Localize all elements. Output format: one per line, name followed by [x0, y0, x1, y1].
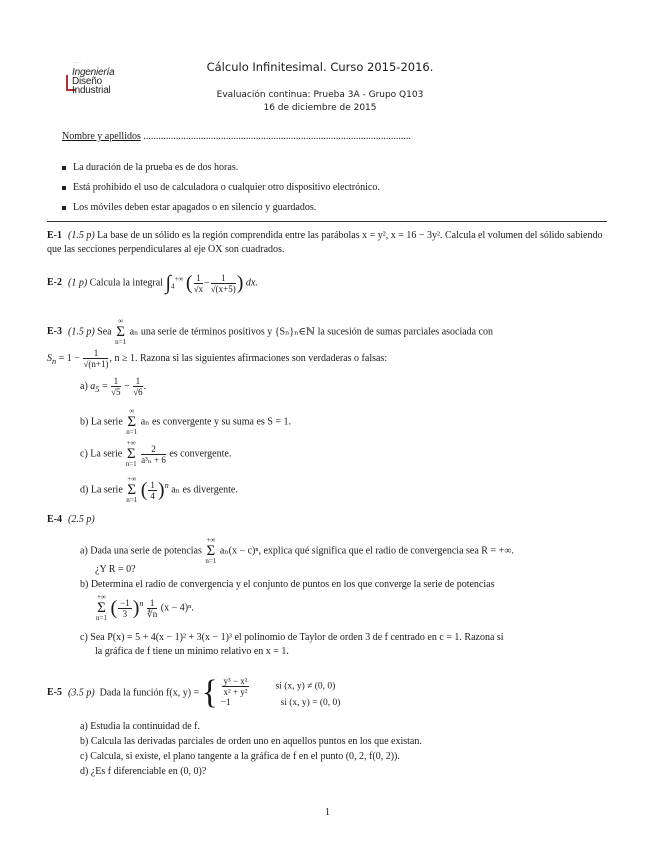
- exercise-4-item-b-2: +∞ Σ n=1 ( $\frac{-1}{3}$ )$^n$ $\frac{1}{∜n}$ (x − 4)ⁿ.: [96, 593, 194, 622]
- exercise-5: E-5 (3.5 p) Dada la función f(x, y) = { $\frac{\text{y³ − x²}}{\text{x² + y²}}$ si (x, y) ≠ (0, 0) −1 si (x, y) = (0, 0): [47, 674, 341, 711]
- exercise-1-text: La base de un sólido es la región comprendida entre las parábolas x = y², x = 16 − 3y². Calcula el volumen del sólido sabiendo que las secciones perpendiculares al eje OX son cuadrados.: [47, 230, 603, 255]
- exercise-3-line2: $S_n = 1$ − $\frac{1}{√(n+1)}$ , n ≥ 1. Razona si las siguientes afirmaciones son verdaderas o falsas:: [47, 348, 388, 369]
- instruction-item: Está prohibido el uso de calculadora o cualquier otro dispositivo electrónico.: [62, 182, 380, 193]
- exercise-3-item-b: b) La serie ∞ Σ n=1 aₙ es convergente y su suma es S = 1.: [80, 407, 292, 436]
- brace-icon: {: [201, 674, 218, 711]
- exercise-4-item-c: c) Sea P(x) = 5 + 4(x − 1)² + 3(x − 1)³ el polinomio de Taylor de orden 3 de f centrado en c = 1. Razona si: [80, 632, 504, 643]
- instruction-item: Los móviles deben estar apagados o en silencio y guardados.: [62, 202, 316, 213]
- school-logo: [62, 58, 124, 98]
- exercise-1: E-1 (1.5 p) La base de un sólido es la región comprendida entre las parábolas x = y², x = 16 − 3y². Calcula el volumen del sólido sabiendo que las secciones perpendiculares al eje OX son cuadrados.: [47, 230, 603, 255]
- exercise-4-item-a: a) Dada una serie de potencias +∞ Σ n=1 aₙ(x − c)ⁿ, explica qué significa que el radio de convergencia sea R = +∞.: [80, 536, 514, 565]
- divider: [47, 221, 607, 222]
- exam-title: Cálculo Infinitesimal. Curso 2015-2016.: [206, 60, 434, 74]
- page-number: 1: [325, 807, 330, 818]
- logo-line-3: Industrial: [72, 85, 111, 96]
- bullet-icon: [62, 166, 66, 170]
- bullet-icon: [62, 206, 66, 210]
- exercise-4: E-4 (2.5 p): [47, 514, 95, 525]
- exercise-3-item-a: a) $a_5$ = $\frac{1}{√5}$ − $\frac{1}{√6}$ .: [80, 376, 147, 397]
- exercise-4-item-a-2: ¿Y R = 0?: [95, 564, 136, 575]
- exercise-5-item: c) Calcula, si existe, el plano tangente a la gráfica de f en el punto (0, 2, f(0, 2)).: [80, 751, 400, 762]
- exercise-5-item: b) Calcula las derivadas parciales de orden uno en aquellos puntos en los que existan.: [80, 736, 422, 747]
- exercise-5-item: a) Estudia la continuidad de f.: [80, 721, 200, 732]
- exam-date: 16 de diciembre de 2015: [263, 103, 377, 113]
- logo-small-text: ·····: [74, 60, 81, 65]
- name-dots: ...........................................................................................................: [143, 131, 411, 142]
- integral-sign: ∫: [165, 272, 171, 295]
- logo-line-2: Diseño: [72, 76, 102, 87]
- bullet-icon: [62, 186, 66, 190]
- logo-line-1: Ingeniería: [72, 67, 115, 78]
- piecewise-cases: $\frac{\text{y³ − x²}}{\text{x² + y²}}$ si (x, y) ≠ (0, 0) −1 si (x, y) = (0, 0): [220, 676, 341, 708]
- name-label: Nombre y apellidos: [62, 131, 141, 142]
- instruction-item: La duración de la prueba es de dos horas.: [62, 162, 238, 173]
- exercise-2: E-2 (1 p) Calcula la integral $\int_4^{+\infty}$ ( $\frac{1}{√x}$ − $\frac{1}{√(x+5)}$ ) dx.: [47, 272, 258, 295]
- exercise-3-item-c: c) La serie +∞ Σ n=1 $\frac{2}{\text{a³ₙ + 6}}$ es convergente.: [80, 439, 232, 468]
- exercise-3: E-3 (1.5 p) Sea ∞ Σ n=1 aₙ una serie de términos positivos y {Sₙ}ₙ∈ℕ la sucesión de sumas parciales asociada con: [47, 317, 494, 346]
- exercise-4-item-c-2: la gráfica de f tiene un mínimo relativo en x = 1.: [95, 646, 289, 657]
- exercise-3-item-d: d) La serie +∞ Σ n=1 ( $\frac{1}{4}$ )$^n$ aₙ es divergente.: [80, 475, 238, 504]
- exercise-5-item: d) ¿Es f diferenciable en (0, 0)?: [80, 766, 207, 777]
- sum-symbol: ∞ Σ n=1: [115, 317, 127, 346]
- name-field[interactable]: [62, 131, 602, 142]
- exercise-4-item-b: b) Determina el radio de convergencia y el conjunto de puntos en los que converge la serie de potencias: [80, 579, 495, 590]
- exam-subtitle: Evaluación continua: Prueba 3A - Grupo Q103: [216, 90, 424, 100]
